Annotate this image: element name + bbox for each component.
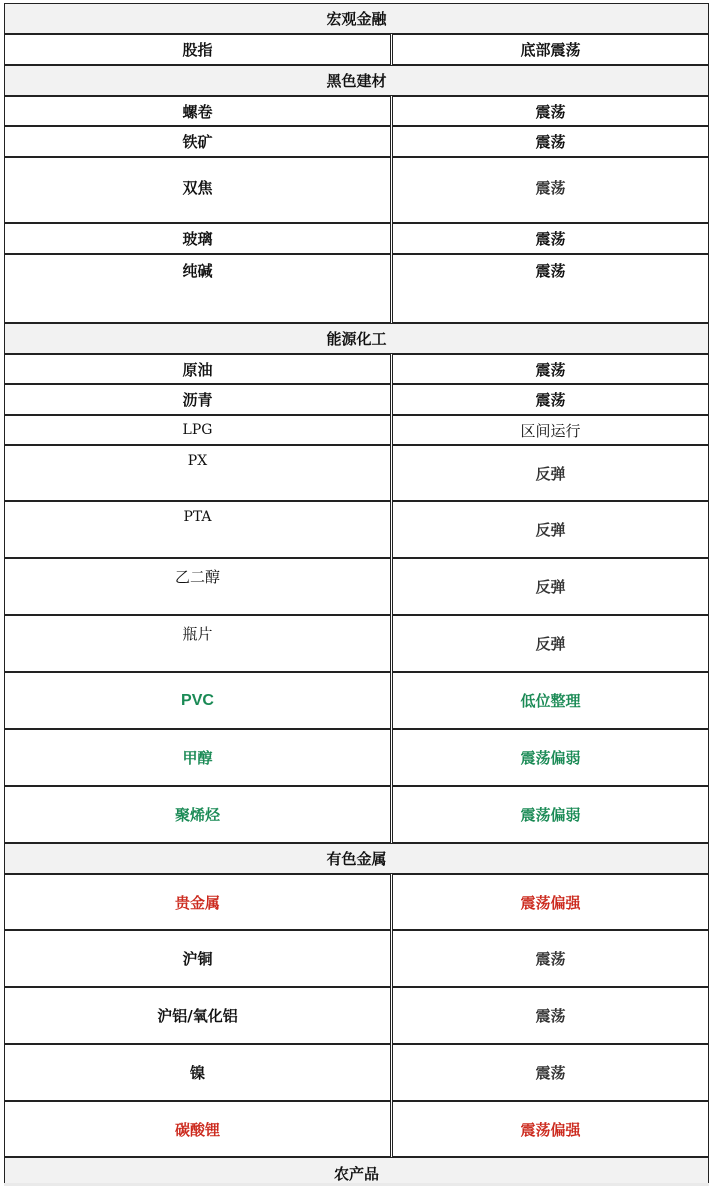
section-title: 黑色建材 [326,72,387,90]
table-row-ethylene-glycol [4,558,709,615]
variety-cell: 螺卷 [4,96,391,126]
variety-cell: 沥青 [4,384,391,415]
outlook-cell: 震荡偏强 [392,874,709,930]
outlook-cell: 底部震荡 [392,34,709,65]
outlook-cell: 震荡 [392,1044,709,1101]
variety-cell: 玻璃 [4,223,391,254]
table-row-precious-metals [4,874,709,930]
table-row-bottle-chip [4,615,709,672]
table-row-lithium-carbonate [4,1101,709,1157]
table-row-aluminum [4,987,709,1044]
variety-cell: PX [4,445,391,501]
variety-cell: 铁矿 [4,126,391,157]
outlook-cell: 震荡 [392,157,709,223]
section-title: 农产品 [333,1165,379,1183]
section-header-energy [4,323,709,354]
table-row-stock-index [4,34,709,65]
outlook-cell: 反弹 [392,615,709,672]
variety-cell: 贵金属 [4,874,391,930]
outlook-cell: 低位整理 [392,672,709,729]
outlook-cell: 震荡偏强 [392,1101,709,1157]
outlook-cell: 震荡 [392,126,709,157]
variety-cell: 纯碱 [4,254,391,323]
table-row-copper [4,930,709,987]
variety-cell: 沪铝/氧化铝 [4,987,391,1044]
variety-cell: 沪铜 [4,930,391,987]
variety-cell: 碳酸锂 [4,1101,391,1157]
outlook-cell: 震荡 [392,96,709,126]
variety-cell: 原油 [4,354,391,384]
variety-cell: PVC [4,672,391,729]
variety-cell: 聚烯烃 [4,786,391,843]
table-row-glass [4,223,709,254]
table-row-methanol [4,729,709,786]
section-header-ferrous [4,65,709,96]
table-row-nickel [4,1044,709,1101]
outlook-cell: 区间运行 [392,415,709,445]
section-header-agri [4,1157,709,1186]
section-title: 有色金属 [326,850,387,868]
variety-cell: LPG [4,415,391,445]
variety-cell: 双焦 [4,157,391,223]
variety-cell: 乙二醇 [4,558,391,615]
outlook-cell: 反弹 [392,501,709,558]
table-row-coking [4,157,709,223]
outlook-cell: 反弹 [392,558,709,615]
outlook-cell: 震荡偏弱 [392,729,709,786]
variety-cell: 瓶片 [4,615,391,672]
section-title: 能源化工 [326,330,387,348]
outlook-cell: 反弹 [392,445,709,501]
table-row-lpg [4,415,709,445]
variety-cell: 股指 [4,34,391,65]
outlook-cell: 震荡 [392,384,709,415]
table-row-iron-ore [4,126,709,157]
section-title: 宏观金融 [326,10,387,28]
outlook-cell: 震荡偏弱 [392,786,709,843]
table-row-polyolefin [4,786,709,843]
outlook-cell: 震荡 [392,223,709,254]
variety-cell: PTA [4,501,391,558]
table-row-pvc [4,672,709,729]
variety-cell: 甲醇 [4,729,391,786]
outlook-cell: 震荡 [392,930,709,987]
table-row-px [4,445,709,501]
section-header-nonferrous [4,843,709,874]
section-header-macro [4,3,709,34]
table-row-pta [4,501,709,558]
outlook-cell: 震荡 [392,354,709,384]
table-row-crude-oil [4,354,709,384]
outlook-cell: 震荡 [392,254,709,323]
variety-cell: 镍 [4,1044,391,1101]
table-row-soda-ash [4,254,709,323]
table-row-asphalt [4,384,709,415]
table-row-rebar-coil [4,96,709,126]
outlook-cell: 震荡 [392,987,709,1044]
